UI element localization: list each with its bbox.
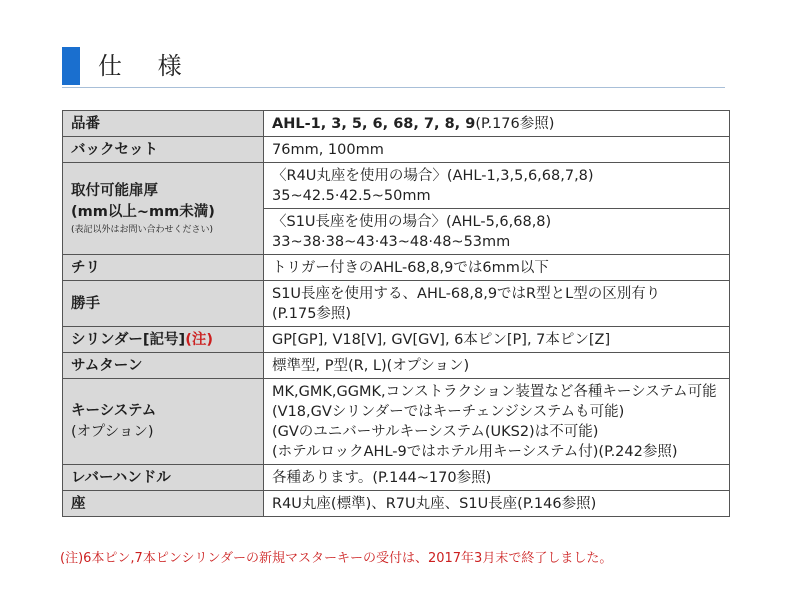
row-value-key-system <box>264 379 730 465</box>
row-label-cylinder <box>63 327 264 353</box>
value-line: 〈R4U丸座を使用の場合〉(AHL-1,3,5,6,68,7,8) <box>272 167 594 184</box>
row-label-lever-handle: レバーハンドル <box>63 465 264 491</box>
table-row <box>63 465 730 491</box>
title-accent-bar <box>62 47 80 85</box>
row-label-part-number: 品番 <box>63 111 264 137</box>
value-line: MK,GMK,GGMK,コンストラクション装置など各種キーシステム可能 <box>272 383 717 400</box>
table-row <box>63 111 730 137</box>
label-note: (表記以外はお問い合わせください) <box>71 224 214 235</box>
table-row <box>63 491 730 517</box>
row-label-key-system <box>63 379 264 465</box>
row-value-door-thickness-s1u <box>264 209 730 255</box>
label-line: キーシステム <box>71 402 157 419</box>
part-number-ref: (P.176参照) <box>475 115 555 132</box>
row-value-chiri: トリガー付きのAHL-68,8,9では6mm以下 <box>264 255 730 281</box>
label-line: (mm以上~mm未満) <box>71 203 215 220</box>
row-label-rose: 座 <box>63 491 264 517</box>
row-value-door-thickness-r4u <box>264 163 730 209</box>
row-value-hand <box>264 281 730 327</box>
row-value-lever-handle: 各種あります。(P.144~170参照) <box>264 465 730 491</box>
label-sub: (オプション) <box>71 423 154 440</box>
cylinder-label-text: シリンダー[記号] <box>71 331 186 348</box>
row-label-hand: 勝手 <box>63 281 264 327</box>
spec-table <box>62 110 730 517</box>
table-row <box>63 137 730 163</box>
section-header <box>62 47 725 88</box>
value-line: S1U長座を使用する、AHL-68,8,9ではR型とL型の区別有り <box>272 285 661 302</box>
table-row <box>63 353 730 379</box>
row-value-thumbturn: 標準型, P型(R, L)(オプション) <box>264 353 730 379</box>
value-line: (P.175参照) <box>272 305 352 322</box>
value-line: 35~42.5·42.5~50mm <box>272 187 431 204</box>
page-title: 仕 様 <box>98 52 196 80</box>
value-line: (GVのユニバーサルキーシステム(UKS2)は不可能) <box>272 423 599 440</box>
row-value-backset: 76mm, 100mm <box>264 137 730 163</box>
part-number-list: AHL-1, 3, 5, 6, 68, 7, 8, 9 <box>272 115 476 132</box>
table-row <box>63 379 730 465</box>
value-line: 33~38·38~43·43~48·48~53mm <box>272 233 511 250</box>
row-value-rose: R4U丸座(標準)、R7U丸座、S1U長座(P.146参照) <box>264 491 730 517</box>
table-row <box>63 255 730 281</box>
row-label-backset: バックセット <box>63 137 264 163</box>
value-line: 〈S1U長座を使用の場合〉(AHL-5,6,68,8) <box>272 213 552 230</box>
footnote: (注)6本ピン,7本ピンシリンダーの新規マスターキーの受付は、2017年3月末で終了しました。 <box>60 551 613 566</box>
value-line: (ホテルロックAHL-9ではホテル用キーシステム付)(P.242参照) <box>272 443 678 460</box>
cylinder-note-mark: (注) <box>185 331 213 348</box>
value-line: (V18,GVシリンダーではキーチェンジシステムも可能) <box>272 403 625 420</box>
row-value-cylinder: GP[GP], V18[V], GV[GV], 6本ピン[P], 7本ピン[Z] <box>264 327 730 353</box>
row-value-part-number <box>264 111 730 137</box>
table-row <box>63 163 730 209</box>
label-line: 取付可能扉厚 <box>71 182 158 199</box>
row-label-door-thickness <box>63 163 264 255</box>
table-row <box>63 281 730 327</box>
table-row <box>63 327 730 353</box>
row-label-chiri: チリ <box>63 255 264 281</box>
row-label-thumbturn: サムターン <box>63 353 264 379</box>
